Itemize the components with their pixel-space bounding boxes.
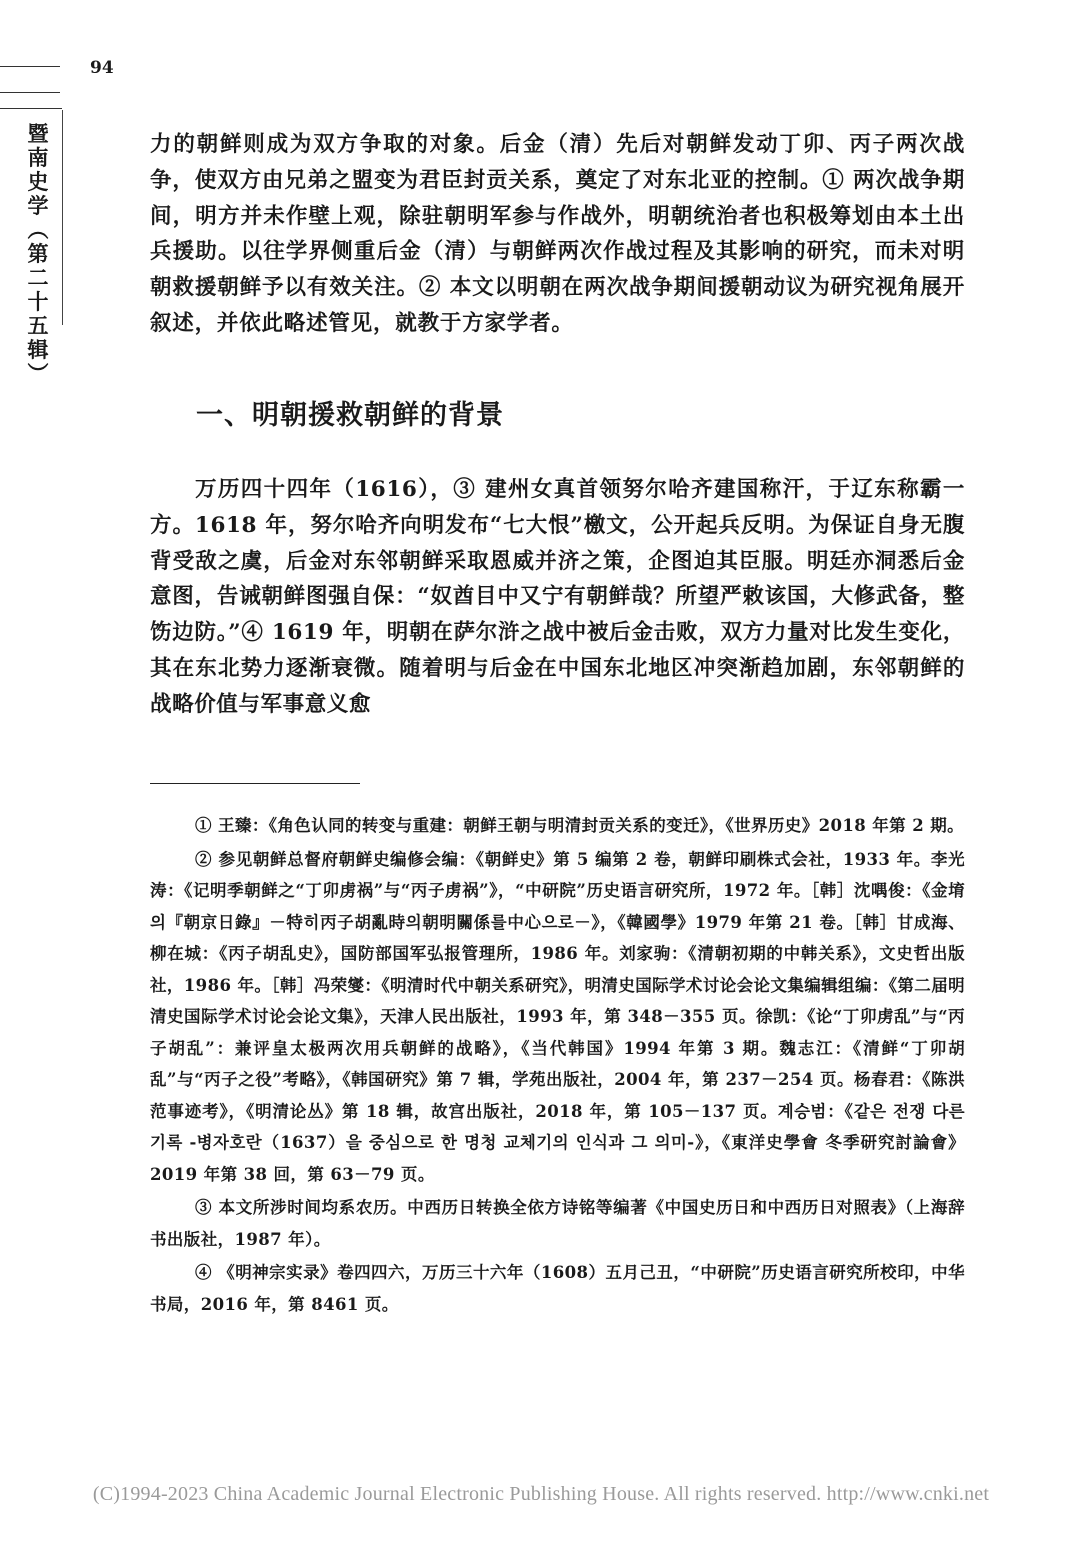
section-paragraph: 万历四十四年（1616），③ 建州女真首领努尔哈齐建国称汗，于辽东称霸一方。1618 年，努尔哈齐向明发布“七大恨”檄文，公开起兵反明。为保证自身无腹背受敌之虞，后金对东邻朝鲜采取恩威并济之策，企图迫其臣服。明廷亦洞悉后金意图，告诫朝鲜图强自保：“奴酋目中又宁有朝鲜哉？所望严敕该国，大修武备，整饬边防。”④ 1619 年，明朝在萨尔浒之战中被后金击败，双方力量对比发生变化，其在东北势力逐渐衰微。随着明与后金在中国东北地区冲突渐趋加剧，东邻朝鲜的战略价值与军事意义愈 xyxy=(150,477,965,717)
copyright-line: (C)1994-2023 China Academic Journal Electronic Publishing House. All rights reserved. http://www.cnki.net xyxy=(92,1483,990,1505)
side-rule xyxy=(62,110,63,325)
footnote-divider xyxy=(150,783,360,784)
footnote-2: ② 参见朝鲜总督府朝鲜史编修会编：《朝鲜史》第 5 编第 2 卷，朝鲜印刷株式会社，1933 年。李光涛：《记明季朝鲜之“丁卯虏祸”与“丙子虏祸”》，“中研院”历史语言研究所，1972 年。［韩］沈喁俊：《金堉의『朝京日錄』－特히丙子胡亂時의朝明關係를中心으로－》，《韓國學》1979 年第 21 卷。［韩］甘成海、柳在城：《丙子胡乱史》，国防部国军弘报管理所，1986 年。刘家驹：《清朝初期的中韩关系》，文史哲出版社，1986 年。［韩］冯荣燮：《明清时代中朝关系研究》，明清史国际学术讨论会论文集编辑组编：《第二届明清史国际学术讨论会论文集》，天津人民出版社，1993 年，第 348－355 页。徐凯：《论“丁卯虏乱”与“丙子胡乱”：兼评皇太极两次用兵朝鲜的战略》，《当代韩国》1994 年第 3 期。魏志江：《清鲜“丁卯胡乱”与“丙子之役”考略》，《韩国研究》第 7 辑，学苑出版社，2004 年，第 237－254 页。杨春君：《陈洪范事迹考》，《明清论丛》第 18 辑，故宫出版社，2018 年，第 105－137 页。계승범：《같은 전쟁 다른 기록 -병자호란（1637）을 중심으로 한 명청 교체기의 인식과 그 의미-》，《東洋史學會 冬季研究討論會》2019 年第 38 回，第 63－79 页。 xyxy=(150,849,965,1184)
intro-text xyxy=(150,127,965,342)
header-rule-1 xyxy=(0,66,60,67)
intro-paragraph: 力的朝鲜则成为双方争取的对象。后金（清）先后对朝鲜发动丁卯、丙子两次战争，使双方由兄弟之盟变为君臣封贡关系，奠定了对东北亚的控制。① 两次战争期间，明方并未作壁上观，除驻朝明军参与作战外，明朝统治者也积极筹划由本土出兵援助。以往学界侧重后金（清）与朝鲜两次作战过程及其影响的研究，而未对明朝救援朝鲜予以有效关注。② 本文以明朝在两次战争期间援朝动议为研究视角展开叙述，并依此略述管见，就教于方家学者。 xyxy=(150,132,965,336)
footnote-4: ④ 《明神宗实录》卷四四六，万历三十六年（1608）五月己丑，“中研院”历史语言研究所校印，中华书局，2016 年，第 8461 页。 xyxy=(150,1263,965,1314)
footnote-3: ③ 本文所涉时间均系农历。中西历日转换全依方诗铭等编著《中国史历日和中西历日对照表》（上海辞书出版社，1987 年）。 xyxy=(150,1198,965,1249)
header-rule-3 xyxy=(0,108,62,109)
section-title: 一、明朝援救朝鲜的背景 xyxy=(196,400,504,431)
footnotes xyxy=(150,810,965,1322)
header-rule-2 xyxy=(0,92,60,93)
journal-side-title: 暨 南 史 学 ︵ 第 二 十 五 辑 ︶ xyxy=(27,121,49,386)
page-number: 94 xyxy=(90,58,114,78)
footnote-1: ① 王臻：《角色认同的转变与重建：朝鲜王朝与明清封贡关系的变迁》，《世界历史》2018 年第 2 期。 xyxy=(195,816,965,835)
